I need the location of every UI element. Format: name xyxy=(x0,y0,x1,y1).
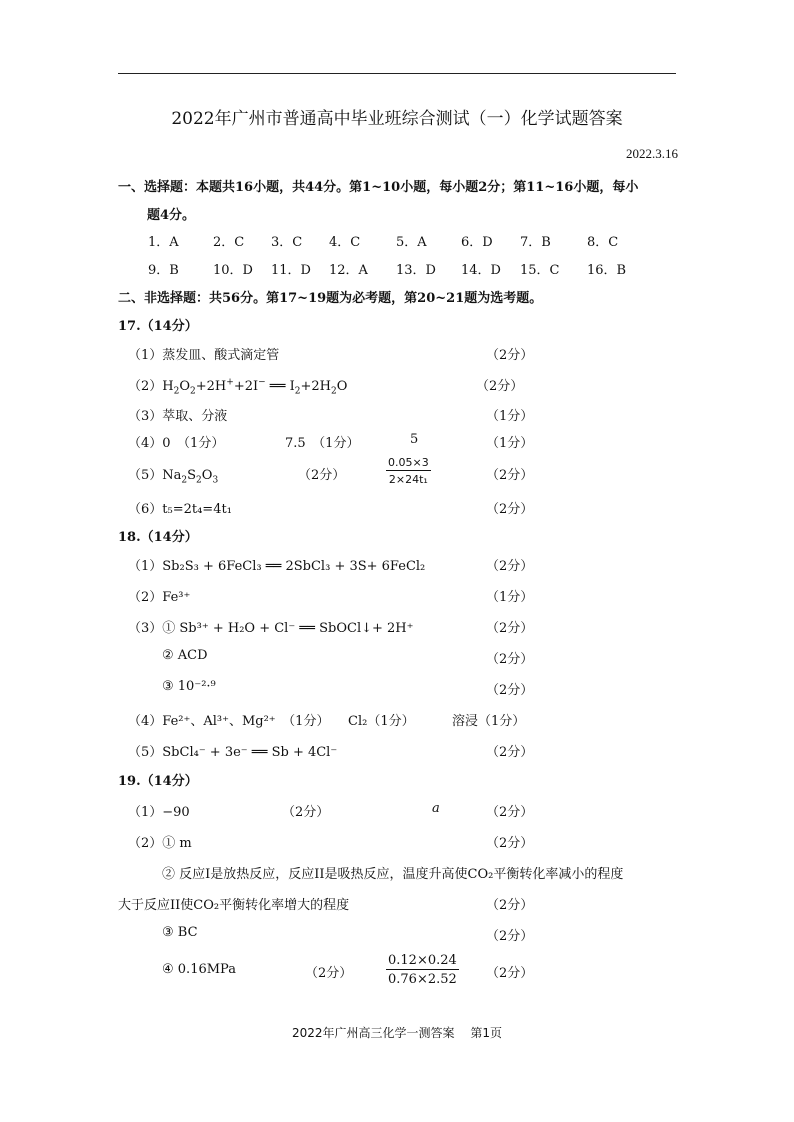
q19-fraction xyxy=(386,949,459,987)
q18-answer-3b: ② ACD xyxy=(162,648,208,663)
q19-answer-2c: ③ BC xyxy=(162,925,198,940)
q17-score-6: （2分） xyxy=(486,502,534,517)
q18-answer-4b: Cl₂（1分） xyxy=(348,714,415,729)
q19-answer-2b-cont: 大于反应II使CO₂平衡转化率增大的程度 xyxy=(118,898,350,913)
answer-3: 3．C xyxy=(271,235,303,250)
document-title: 2022年广州市普通高中毕业班综合测试（一）化学试题答案 xyxy=(171,109,623,129)
answer-9: 9．B xyxy=(148,263,179,278)
q18-answer-3c: ③ 10⁻²·⁹ xyxy=(162,679,216,694)
q18-score-2: （1分） xyxy=(486,590,534,605)
q17-answer-1: （1）蒸发皿、酸式滴定管 xyxy=(128,348,280,363)
q19-label: 19.（14分） xyxy=(118,774,198,789)
q19-answer-1: （1）−90 xyxy=(128,805,190,820)
answer-6: 6．D xyxy=(461,235,493,250)
q18-answer-5: （5）SbCl₄⁻ + 3e⁻ ══ Sb + 4Cl⁻ xyxy=(128,745,338,760)
answer-4: 4．C xyxy=(329,235,361,250)
answer-2: 2．C xyxy=(213,235,245,250)
q18-score-3c: （2分） xyxy=(486,683,534,698)
q18-answer-4a: （4）Fe²⁺、Al³⁺、Mg²⁺ （1分） xyxy=(128,714,330,729)
answer-15: 15．C xyxy=(520,263,560,278)
section1-heading: 一、选择题：本题共16小题，共44分。第1~10小题，每小题2分；第11~16小题，每小 xyxy=(118,180,639,195)
answer-11: 11．D xyxy=(271,263,311,278)
q19-score-2: （2分） xyxy=(486,836,534,851)
q19-score-2c: （2分） xyxy=(486,929,534,944)
q19-score-1: （2分） xyxy=(486,805,534,820)
q18-answer-4c: 溶浸（1分） xyxy=(452,714,526,729)
q19-answer-2b: ② 反应I是放热反应，反应II是吸热反应，温度升高使CO₂平衡转化率减小的程度 xyxy=(162,867,624,882)
q17-answer-4c: 5 xyxy=(410,432,419,447)
q17-score-4: （1分） xyxy=(486,436,534,451)
q17-fraction-denominator: 2×24t₁ xyxy=(388,473,428,486)
q17-score-5a: （2分） xyxy=(298,468,346,483)
q19-answer-1c: a xyxy=(432,801,440,816)
q17-fraction-5 xyxy=(386,451,431,486)
q18-score-1: （2分） xyxy=(486,559,534,574)
answer-1: 1．A xyxy=(148,235,179,250)
q17-answer-4b: 7.5 （1分） xyxy=(285,436,360,451)
answer-16: 16．B xyxy=(587,263,627,278)
q17-score-2: （2分） xyxy=(476,379,524,394)
q17-answer-4a: （4）0 （1分） xyxy=(128,436,225,451)
q19-score-2b: （2分） xyxy=(486,898,534,913)
q17-score-1: （2分） xyxy=(486,348,534,363)
q17-answer-6: （6）t₅=2t₄=4t₁ xyxy=(128,502,232,517)
q18-score-3: （2分） xyxy=(486,621,534,636)
top-rule xyxy=(118,73,676,74)
answer-13: 13．D xyxy=(396,263,436,278)
answer-8: 8．C xyxy=(587,235,619,250)
q18-score-5: （2分） xyxy=(486,745,534,760)
answer-12: 12．A xyxy=(329,263,368,278)
q17-answer-5a: $(5)Na_2S_2O_3$ xyxy=(128,468,219,486)
answer-7: 7．B xyxy=(520,235,551,250)
document-date: 2022.3.16 xyxy=(626,146,678,161)
q19-answer-2d: ④ 0.16MPa xyxy=(162,962,236,977)
q19-score-2d-a: （2分） xyxy=(305,966,353,981)
q19-fraction-numerator: 0.12×0.24 xyxy=(388,953,457,968)
q18-answer-1: （1）Sb₂S₃ + 6FeCl₃ ══ 2SbCl₃ + 3S+ 6FeCl₂ xyxy=(128,559,426,574)
q19-answer-2: （2）① m xyxy=(128,836,192,851)
page-footer: 2022年广州高三化学一测答案 第1页 xyxy=(292,1026,502,1040)
section1-heading-cont: 题4分。 xyxy=(147,208,196,223)
q17-fraction-numerator: 0.05×3 xyxy=(388,456,429,469)
q17-answer-2: $(2)H_2O_2+2H^++2I^-$ ══ $I_2+2H_2O$ xyxy=(128,377,348,397)
q17-label: 17.（14分） xyxy=(118,319,198,334)
q19-score-2d: （2分） xyxy=(486,966,534,981)
q18-label: 18.（14分） xyxy=(118,530,198,545)
q18-answer-3: （3）① Sb³⁺ + H₂O + Cl⁻ ══ SbOCl↓+ 2H⁺ xyxy=(128,621,414,636)
q19-fraction-denominator: 0.76×2.52 xyxy=(388,972,457,987)
q17-answer-3: （3）萃取、分液 xyxy=(128,409,228,424)
q17-score-5: （2分） xyxy=(486,468,534,483)
q18-answer-2: （2）Fe³⁺ xyxy=(128,590,191,605)
answer-10: 10．D xyxy=(213,263,253,278)
answer-5: 5．A xyxy=(396,235,427,250)
q19-score-1a: （2分） xyxy=(282,805,330,820)
q17-score-3: （1分） xyxy=(486,409,534,424)
q18-score-3b: （2分） xyxy=(486,652,534,667)
answer-14: 14．D xyxy=(461,263,501,278)
section2-heading: 二、非选择题：共56分。第17~19题为必考题，第20~21题为选考题。 xyxy=(118,291,543,306)
